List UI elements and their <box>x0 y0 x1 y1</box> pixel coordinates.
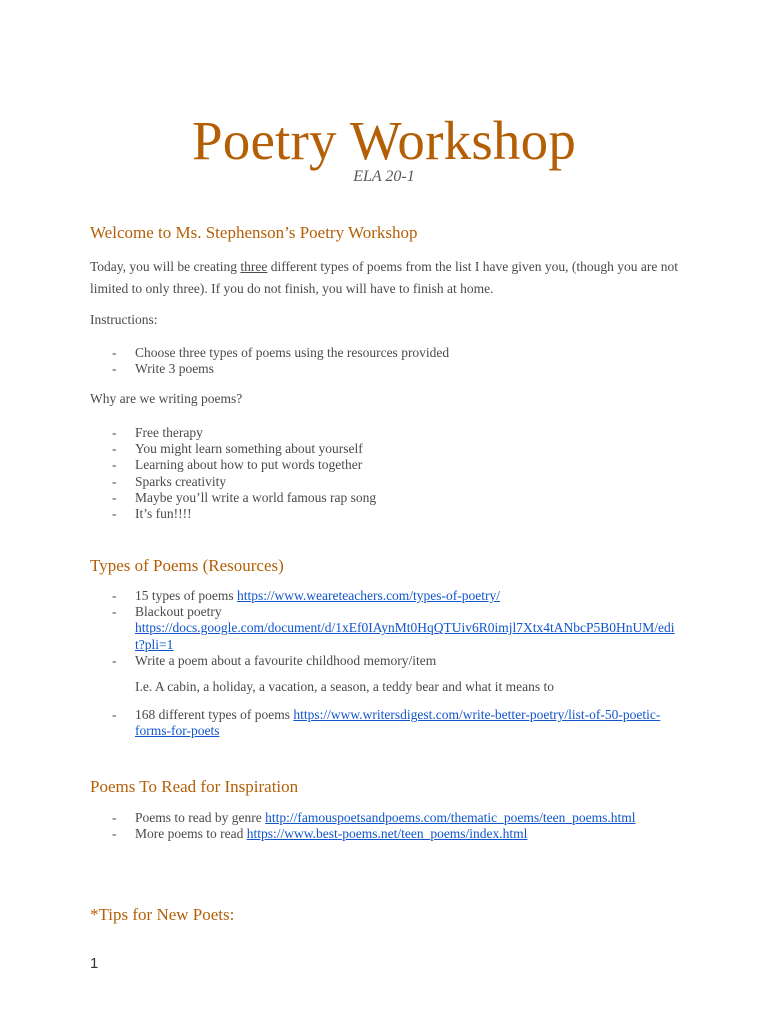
types-list <box>112 588 692 740</box>
inspiration-list <box>112 810 692 842</box>
famous-poets-link[interactable]: http://famouspoetsandpoems.com/thematic_poems/teen_poems.html <box>265 810 636 825</box>
list-item <box>112 810 692 826</box>
list-item <box>112 604 692 653</box>
list-item: - You might learn something about yourself <box>112 441 692 457</box>
welcome-heading: Welcome to Ms. Stephenson’s Poetry Workshop <box>90 223 418 242</box>
inspiration-heading: Poems To Read for Inspiration <box>90 777 299 796</box>
list-item <box>112 707 692 739</box>
intro-text-start: Today, you will be creating <box>90 259 241 274</box>
list-item: - Free therapy <box>112 425 692 441</box>
page-number: 1 <box>90 955 99 972</box>
list-item: - It’s fun!!!! <box>112 506 692 522</box>
intro-emphasis: three <box>240 259 268 274</box>
list-item: - Sparks creativity <box>112 474 692 490</box>
types-item-text: 168 different types of poems <box>135 707 294 723</box>
inspiration-item-text: More poems to read <box>135 826 247 842</box>
list-item: - Write 3 poems <box>112 361 692 377</box>
best-poems-link[interactable]: https://www.best-poems.net/teen_poems/index.html <box>246 826 528 842</box>
types-item-text: Write a poem about a favourite childhood memory/item <box>135 652 437 668</box>
list-item <box>112 653 692 695</box>
types-item-text: Blackout poetry <box>135 604 222 620</box>
types-of-poetry-link[interactable]: https://www.weareteachers.com/types-of-poetry/ <box>237 588 501 603</box>
list-item <box>112 588 692 604</box>
intro-paragraph <box>90 256 690 300</box>
types-item-note: I.e. A cabin, a holiday, a vacation, a season, a teddy bear and what it means to <box>135 679 554 695</box>
instructions-label: Instructions: <box>90 312 158 327</box>
list-item: - Maybe you’ll write a world famous rap song <box>112 490 692 506</box>
list-item <box>112 826 692 842</box>
inspiration-item-text: Poems to read by genre <box>135 810 266 825</box>
why-list <box>112 425 692 522</box>
writers-digest-link[interactable]: https://www.writersdigest.com/write-better-poetry/list-of-50-poetic-forms-for-poets <box>135 707 661 739</box>
list-item: - Choose three types of poems using the resources provided <box>112 345 692 361</box>
tips-heading: *Tips for New Poets: <box>90 905 235 924</box>
why-label: Why are we writing poems? <box>90 391 243 406</box>
blackout-poetry-link[interactable]: https://docs.google.com/document/d/1xEf0IAynMt0HqQTUiv6R0imjl7Xtx4tANbcP5B0HnUM/edit?pli=1 <box>135 620 675 652</box>
instructions-list <box>112 345 692 377</box>
intro-text-end: different types of poems from the list I have given you, (though you are not limited to only three). If you do not finish, you will have to finish at home. <box>90 259 679 296</box>
page-title: Poetry Workshop <box>191 110 577 171</box>
list-item: - Learning about how to put words together <box>112 457 692 473</box>
types-item-text: 15 types of poems <box>135 588 237 603</box>
page-subtitle: ELA 20-1 <box>353 168 415 185</box>
types-heading: Types of Poems (Resources) <box>90 556 284 575</box>
